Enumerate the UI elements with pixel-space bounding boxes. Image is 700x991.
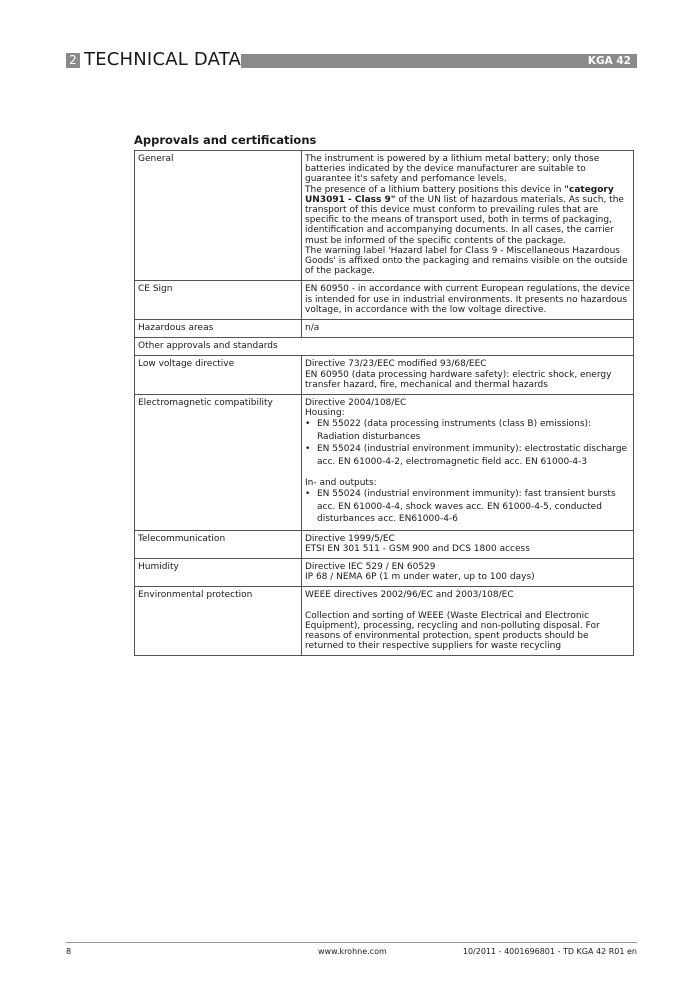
row-value (302, 558, 634, 586)
row-label: Telecommunication (135, 530, 302, 558)
list-item: • EN 55024 (industrial environment immunity): electrostatic discharge acc. EN 61000-4-2, electromagnetic field acc. EN 61000-4-3 (305, 443, 630, 468)
telecom-line-1: Directive 1999/5/EC (305, 533, 395, 544)
spacer (305, 601, 630, 611)
row-label: CE Sign (135, 281, 302, 320)
row-value (302, 151, 634, 281)
table-row-hazardous-areas (135, 320, 634, 338)
row-value (302, 530, 634, 558)
general-text-2 (305, 185, 630, 246)
header-bar (241, 54, 637, 68)
general-text-3: The warning label 'Hazard label for Class 9 - Miscellaneous Hazardous Goods' is affixed onto the packaging and remains visible on the outside of the package. (305, 245, 628, 277)
telecom-line-2: ETSI EN 301 511 - GSM 900 and DCS 1800 access (305, 543, 530, 554)
chapter-number-badge: 2 (66, 53, 80, 68)
row-label: Environmental protection (135, 587, 302, 656)
table-row-general (135, 151, 634, 281)
list-item: • EN 55022 (data processing instruments (class B) emissions): Radiation disturbances (305, 418, 630, 443)
footer-divider (66, 942, 637, 943)
list-item: • EN 55024 (industrial environment immunity): fast transient bursts acc. EN 61000-4-4, shock waves acc. EN 61000-4-5, conducted disturbances acc. EN61000-4-6 (305, 488, 630, 525)
row-label: Humidity (135, 558, 302, 586)
row-label: General (135, 151, 302, 281)
table-row-low-voltage (135, 356, 634, 395)
footer-url[interactable]: www.krohne.com (318, 947, 387, 956)
table-row-environmental (135, 587, 634, 656)
document-reference: 10/2011 - 4001696801 - TD KGA 42 R01 en (462, 947, 637, 956)
chapter-title: TECHNICAL DATA (84, 49, 242, 70)
emc-io-label: In- and outputs: (305, 478, 377, 489)
section-title: Approvals and certifications (134, 133, 317, 147)
emc-housing-label: Housing: (305, 408, 345, 419)
emc-io-list (305, 488, 630, 525)
table-row-emc (135, 395, 634, 530)
page-header (66, 49, 637, 70)
row-value (302, 587, 634, 656)
humidity-line-1: Directive IEC 529 / EN 60529 (305, 561, 436, 572)
page-number: 8 (66, 947, 72, 956)
environmental-line-1: WEEE directives 2002/96/EC and 2003/108/EC (305, 590, 514, 601)
table-row-other-approvals (135, 338, 634, 356)
row-label: Electromagnetic compatibility (135, 395, 302, 530)
spacer (305, 468, 630, 478)
table-row-humidity (135, 558, 634, 586)
environmental-line-2: Collection and sorting of WEEE (Waste Electrical and Electronic Equipment), processing, recycling and non-polluting disposal. For reasons of environmental protection, spent products should be returned to their respective suppliers for waste recycling (305, 610, 600, 652)
table-row-ce-sign (135, 281, 634, 320)
row-value (302, 356, 634, 395)
row-label: Hazardous areas (135, 320, 302, 338)
low-voltage-line-1: Directive 73/23/EEC modified 93/68/EEC (305, 359, 487, 370)
general-text-2-suffix: of the UN list of hazardous materials. As such, the transport of this device must conform to prevailing rules that are specific to the means of transport used, both in terms of packaging, identification and accompanying documents. In all cases, the carrier must be informed of the specific contents of the package. (305, 194, 624, 246)
row-value: EN 60950 - in accordance with current European regulations, the device is intended for use in industrial environments. It presents no hazardous voltage, in accordance with the low voltage directive. (302, 281, 634, 320)
row-section-label: Other approvals and standards (135, 338, 634, 356)
general-text-2-prefix: The presence of a lithium battery positions this device in (305, 184, 565, 195)
row-label: Low voltage directive (135, 356, 302, 395)
emc-housing-list (305, 418, 630, 468)
product-name: KGA 42 (587, 55, 631, 67)
general-text-1: The instrument is powered by a lithium metal battery; only those batteries indicated by the device manufacturer are suitable to guarantee it's safety and perfomance levels. (305, 154, 600, 185)
table-row-telecommunication (135, 530, 634, 558)
low-voltage-line-2: EN 60950 (data processing hardware safety): electric shock, energy transfer hazard, fire, mechanical and thermal hazards (305, 369, 612, 390)
row-value (302, 395, 634, 530)
row-value: n/a (302, 320, 634, 338)
category-highlight: "category UN3091 - Class 9" (305, 184, 614, 205)
approvals-table (134, 150, 634, 656)
emc-directive: Directive 2004/108/EC (305, 398, 407, 409)
humidity-line-2: IP 68 / NEMA 6P (1 m under water, up to 100 days) (305, 572, 535, 583)
